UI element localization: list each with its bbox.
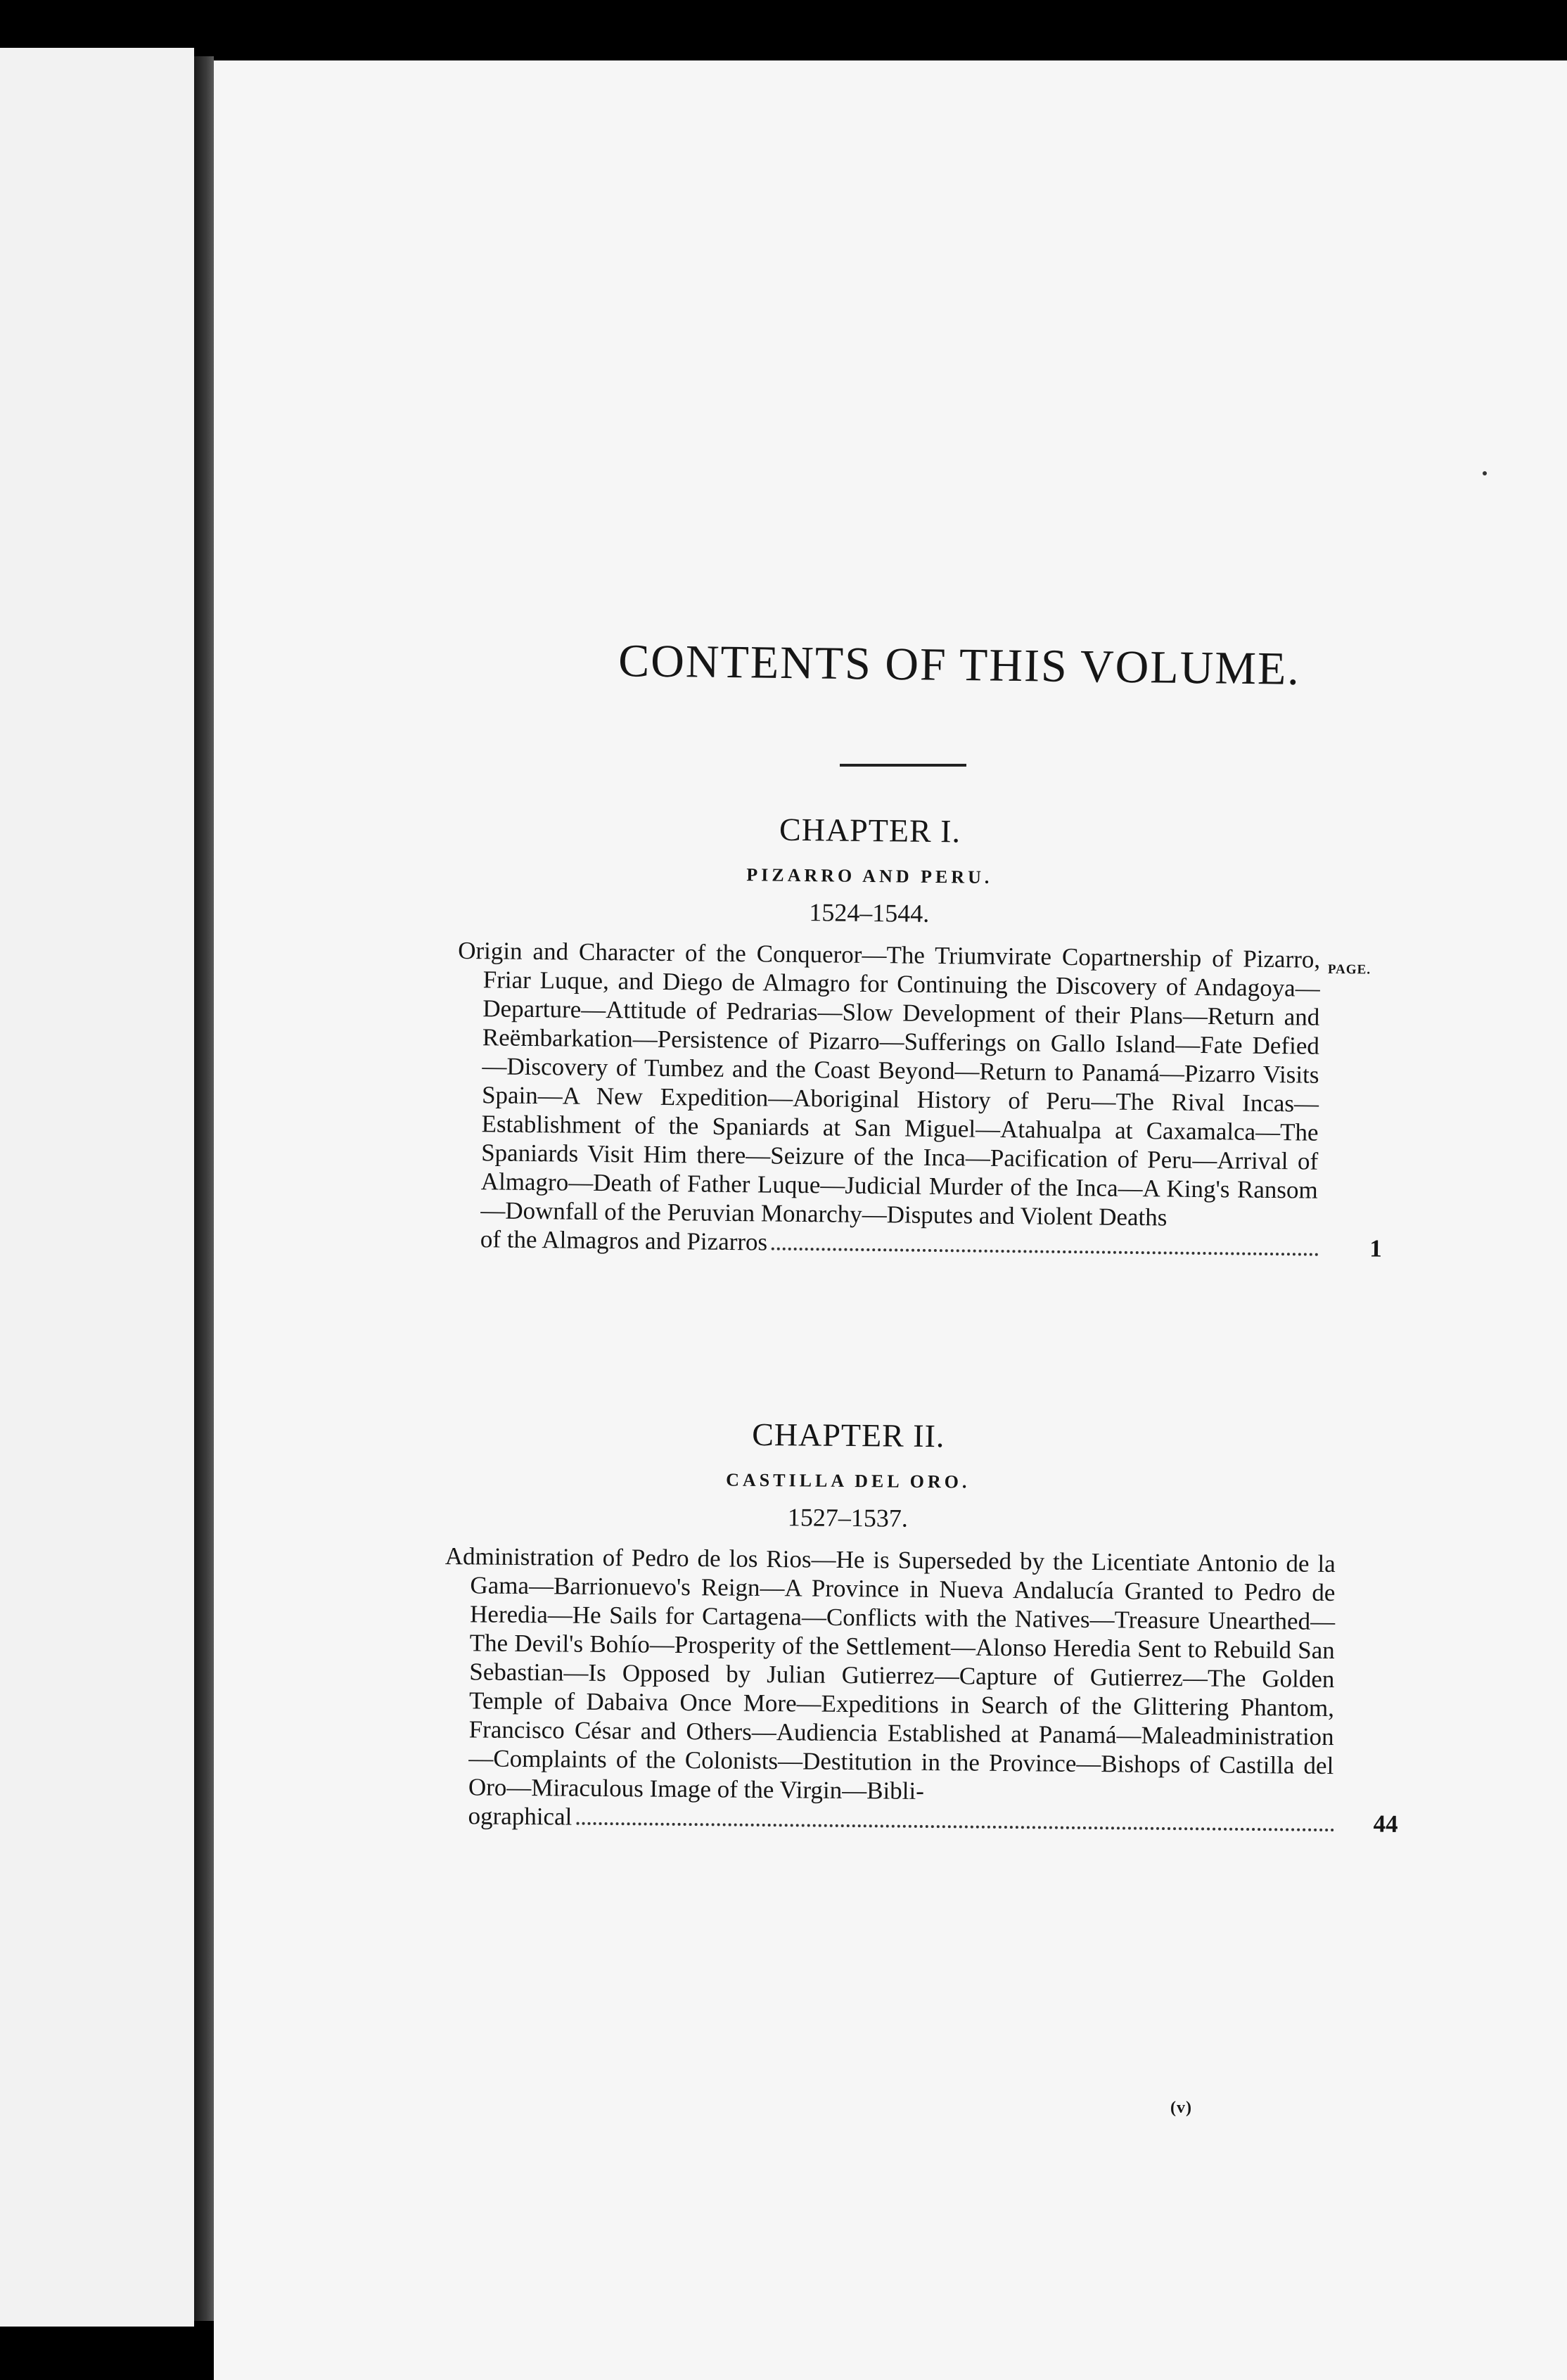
dot-leader	[772, 1247, 1319, 1256]
chapter-summary	[395, 1541, 1336, 1809]
chapter-subtitle: CASTILLA DEL ORO.	[726, 1469, 971, 1492]
print-speck	[1483, 471, 1487, 475]
dot-leader	[576, 1822, 1334, 1831]
chapter-heading: CHAPTER II.	[752, 1416, 945, 1454]
chapter-summary-text: Origin and Character of the Conqueror—The Triumvirate Copartnership of Pizarro, Friar Luque, and Diego de Almagro for Continuing the Discovery of Andagoya—Departure—Attitude of Pedrarias—Slow Development of their Plans—Return and Reëmbarkation—Persistence of Pizarro—Sufferings on Gallo Island—Fate Defied—Discovery of Tumbez and the Coast Beyond—Return to Panamá—Pizarro Visits Spain—A New Expedition—Aboriginal History of Peru—The Rival Incas—Establishment of the Spaniards at San Miguel—Atahualpa at Caxamalca—The Spaniards Visit Him there—Seizure of the Inca—Pacification of Peru—Arrival of Almagro—Death of Father Luque—Judicial Murder of the Inca—A King's Ransom—Downfall of the Peruvian Monarchy—Disputes and Violent Deaths	[458, 936, 1321, 1231]
chapter-heading: CHAPTER I.	[779, 811, 961, 850]
chapter-summary-end: ographical	[468, 1802, 573, 1831]
chapter-dates: 1524–1544.	[809, 898, 930, 928]
chapter-dates: 1527–1537.	[787, 1503, 909, 1533]
chapter-summary-text: Administration of Pedro de los Rios—He is Superseded by the Licentiate Antonio de la Gama—Barrionuevo's Reign—A Province in Nueva Andalucía Granted to Pedro de Heredia—He Sails for Cartagena—Conflicts with the Natives—Treasure Unearthed—The Devil's Bohío—Prosperity of the Settlement—Alonso Heredia Sent to Rebuild San Sebastian—Is Opposed by Julian Gutierrez—Capture of Gutierrez—The Golden Temple of Dabaiva Once More—Expeditions in Search of the Glittering Phantom, Francisco César and Others—Audiencia Established at Panamá—Maleadministration—Complaints of the Colonists—Destitution in the Province—Bishops of Castilla del Oro—Miraculous Image of the Virgin—Bibli-	[444, 1542, 1336, 1805]
page-title: CONTENTS OF THIS VOLUME.	[618, 635, 1301, 695]
facing-page	[0, 48, 194, 2327]
page-number: 1	[1369, 1234, 1383, 1262]
page-body	[214, 60, 1567, 2380]
chapter-entry	[395, 1412, 1398, 1838]
title-divider	[840, 764, 966, 767]
folio: (v)	[1170, 2099, 1192, 2117]
page-column-label: PAGE.	[1327, 961, 1371, 978]
chapter-entry	[416, 807, 1383, 1262]
chapter-subtitle: PIZARRO AND PERU.	[746, 864, 993, 888]
chapter-summary-end: of the Almagros and Pizarros	[480, 1225, 768, 1256]
page-number: 44	[1373, 1810, 1398, 1838]
book-gutter	[194, 56, 214, 2321]
chapter-summary	[416, 935, 1371, 1233]
contents-page	[214, 60, 1567, 2380]
